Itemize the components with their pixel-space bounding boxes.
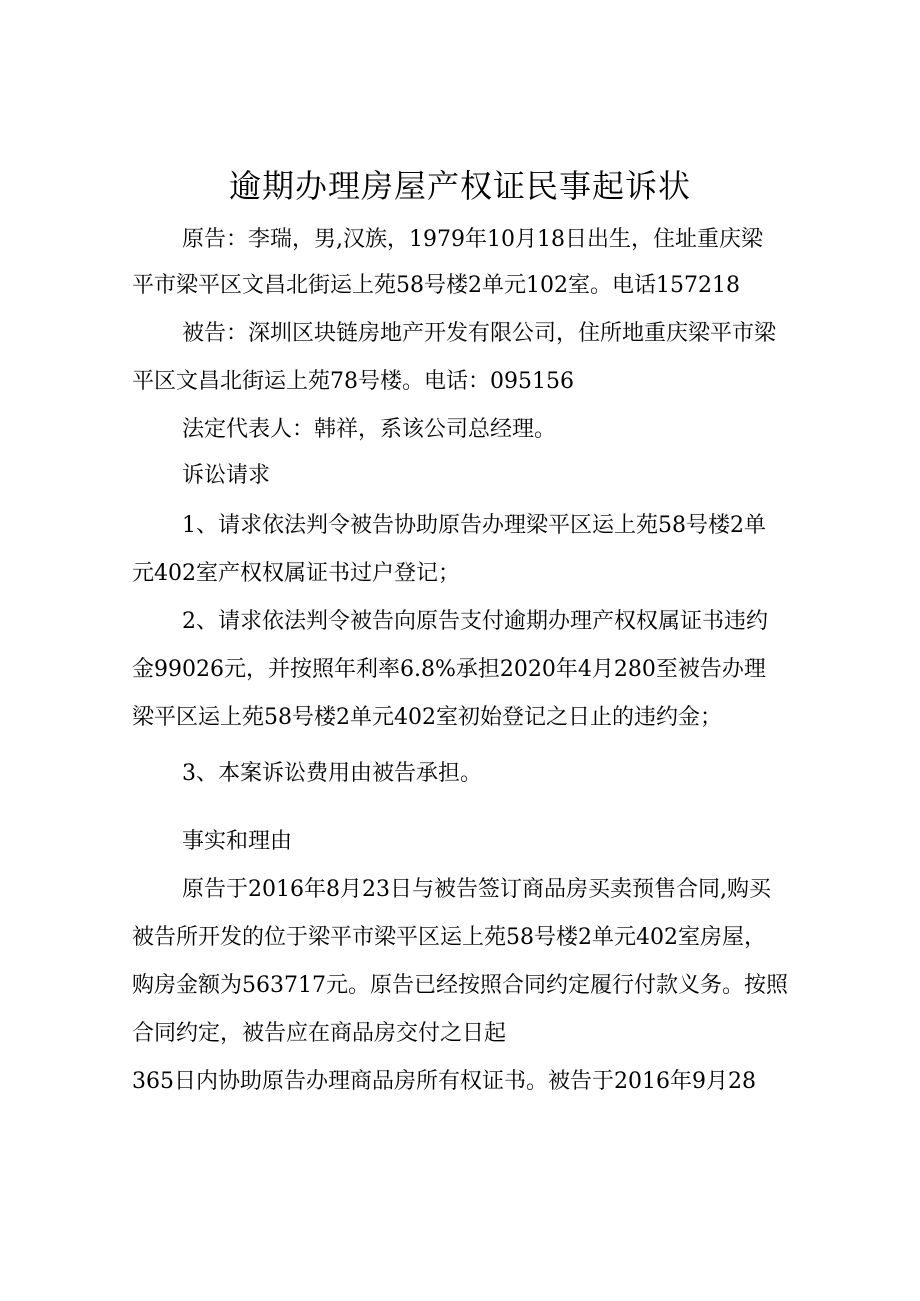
facts-heading: 事实和理由	[182, 829, 293, 854]
claims-heading: 诉讼请求	[182, 463, 271, 488]
facts-line-2: 被告所开发的位于梁平市梁平区运上苑58号楼2单元402室房屋，	[132, 925, 766, 950]
facts-line-4: 合同约定，被告应在商品房交付之日起	[132, 1021, 507, 1046]
claim-1-line-2: 元402室产权权属证书过户登记；	[132, 561, 460, 586]
claim-1-line-1: 1、请求依法判令被告协助原告办理梁平区运上苑58号楼2单	[182, 513, 766, 538]
claim-2-line-3: 梁平区运上苑58号楼2单元402室初始登记之日止的违约金；	[132, 705, 722, 730]
facts-line-5: 365日内协助原告办理商品房所有权证书。被告于2016年9月28	[132, 1069, 756, 1094]
facts-line-1: 原告于2016年8月23日与被告签订商品房买卖预售合同,购买	[182, 877, 771, 902]
plaintiff-line-1: 原告：李瑞，男,汉族，1979年10月18日出生，住址重庆梁	[182, 227, 763, 252]
plaintiff-line-2: 平市梁平区文昌北街运上苑58号楼2单元102室。电话157218	[132, 273, 740, 298]
claim-3-line: 3、本案诉讼费用由被告承担。	[182, 761, 482, 786]
facts-line-3: 购房金额为563717元。原告已经按照合同约定履行付款义务。按照	[132, 973, 788, 998]
legal-representative-line: 法定代表人：韩祥，系该公司总经理。	[182, 417, 557, 442]
document-title: 逾期办理房屋产权证民事起诉状	[228, 167, 691, 205]
claim-2-line-2: 金99026元，并按照年利率6.8%承担2020年4月280至被告办理	[132, 657, 766, 682]
defendant-line-2: 平区文昌北街运上苑78号楼。电话：095156	[132, 369, 574, 394]
claim-2-line-1: 2、请求依法判令被告向原告支付逾期办理产权权属证书违约	[182, 609, 768, 634]
defendant-line-1: 被告：深圳区块链房地产开发有限公司，住所地重庆梁平市梁	[182, 321, 777, 346]
